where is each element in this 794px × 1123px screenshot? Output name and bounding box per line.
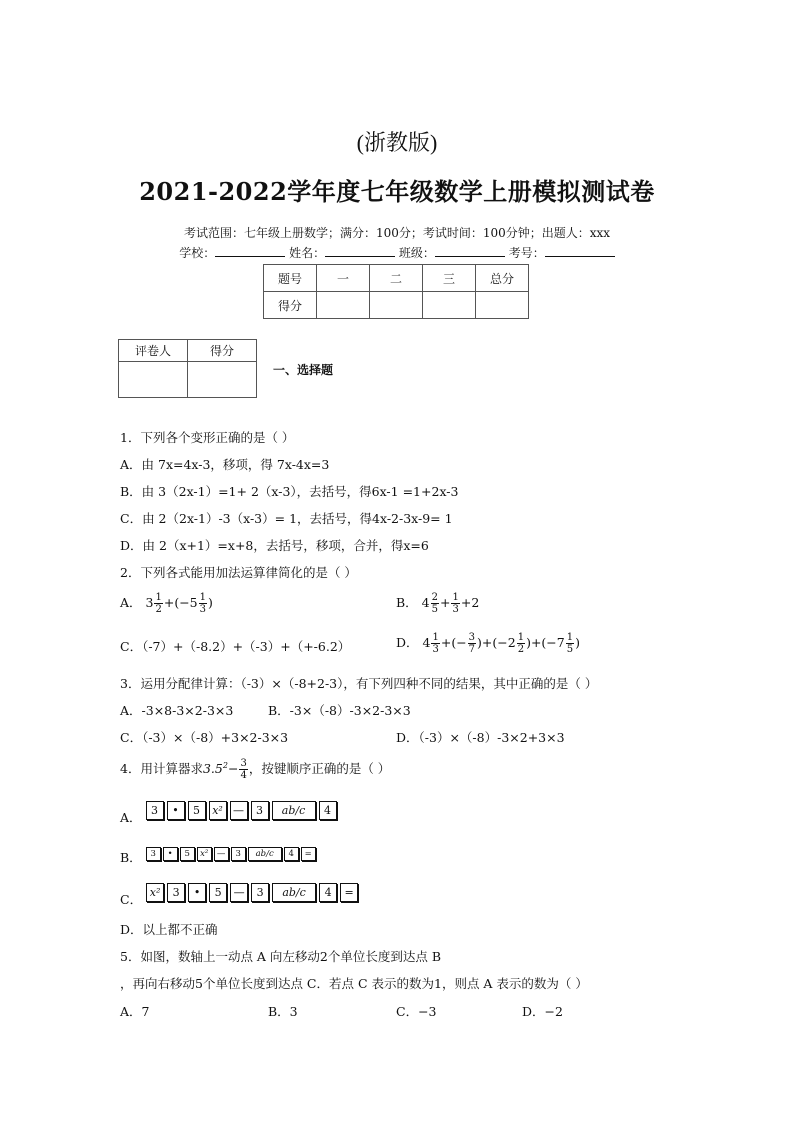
q4-stem (120, 758, 390, 781)
q5-option-c: C．−3 (396, 1004, 437, 1019)
score-header-3: 三 (423, 265, 476, 292)
key-button: x² (209, 801, 227, 820)
score-header-qnum: 题号 (264, 265, 317, 292)
q3-option-d: D．（-3）×（-8）-3×2+3×3 (396, 730, 565, 745)
q5-option-a: A．7 (120, 1004, 150, 1019)
q3-option-c: C．（-3）×（-8）+3×2-3×3 (120, 730, 289, 745)
key-button: 3 (231, 847, 246, 861)
q4-stem-pre: 4．用计算器求 (120, 761, 203, 776)
q5-option-d: D．−2 (522, 1004, 563, 1019)
key-button: — (230, 883, 248, 902)
key-button: 3 (167, 883, 185, 902)
q4-option-a (120, 800, 340, 825)
q4-option-b (120, 842, 318, 865)
score-cell (476, 292, 529, 319)
key-button: — (230, 801, 248, 820)
name-blank (325, 244, 395, 257)
q4-c-label: C． (120, 892, 143, 907)
q4-option-c (120, 882, 361, 907)
exam-number-label: 考号： (508, 246, 545, 260)
q2-b-label: B． (396, 595, 418, 610)
q2-option-b (396, 592, 479, 615)
key-button: 3 (251, 883, 269, 902)
q4-option-d: D．以上都不正确 (120, 922, 218, 937)
key-button: 4 (319, 801, 337, 820)
grader-header: 评卷人 (119, 340, 188, 362)
score-header-total: 总分 (476, 265, 529, 292)
q2-a-expression: 3 $\frac{1}{2}$ +(−5 $\frac{1}{3}$ ) (145, 592, 213, 615)
key-button: • (167, 801, 185, 820)
key-button: x² (197, 847, 212, 861)
score-cell (370, 292, 423, 319)
key-button: 3 (146, 847, 161, 861)
key-button: — (214, 847, 229, 861)
class-label: 班级： (398, 246, 435, 260)
key-button: ab/c (272, 883, 316, 902)
q1-option-b: B．由 3（2x-1）=1+ 2（x-3），去括号，得6x-1 =1+2x-3 (120, 484, 459, 499)
score-cell (317, 292, 370, 319)
edition-label: (浙教版) (356, 130, 438, 155)
key-button: = (340, 883, 358, 902)
q4-b-keys (146, 844, 318, 861)
q3-option-b: B．-3×（-8）-3×2-3×3 (268, 703, 411, 718)
school-label: 学校： (179, 246, 216, 260)
q2-option-c: C．（-7）+（-8.2）+（-3）+（+-6.2） (120, 639, 351, 654)
key-button: 3 (251, 801, 269, 820)
q1-option-a: A．由 7x=4x-3，移项，得 7x-4x=3 (120, 457, 330, 472)
q1-option-d: D．由 2（x+1）=x+8，去括号，移项，合并，得x=6 (120, 538, 429, 553)
key-button: 5 (188, 801, 206, 820)
key-button: • (188, 883, 206, 902)
key-button: ab/c (248, 847, 282, 861)
grader-score-cell (188, 362, 257, 398)
key-button: • (163, 847, 178, 861)
class-blank (435, 244, 505, 257)
q4-a-keys (146, 801, 340, 820)
q2-option-d (396, 632, 580, 655)
q4-stem-post: ，按键顺序正确的是（ ） (248, 761, 391, 776)
key-button: 5 (209, 883, 227, 902)
key-button: = (301, 847, 316, 861)
q5-line2: ，再向右移动5个单位长度到达点 C．若点 C 表示的数为1，则点 A 表示的数为（ ） (120, 976, 588, 991)
score-table (263, 264, 529, 319)
grader-score-header: 得分 (188, 340, 257, 362)
q2-b-expression: 4 $\frac{2}{5}$ + $\frac{1}{3}$ +2 (421, 592, 480, 615)
q4-expression: $3.5^2-$ $\frac{3}{4}$ (202, 758, 247, 781)
q5-option-b: B．3 (268, 1004, 298, 1019)
q2-a-label: A． (120, 595, 142, 610)
q4-a-label: A． (120, 810, 142, 825)
grader-table (118, 339, 257, 398)
student-fields (0, 244, 794, 261)
q1-option-c: C．由 2（2x-1）-3（x-3）= 1，去括号，得4x-2-3x-9= 1 (120, 511, 453, 526)
score-row-label: 得分 (264, 292, 317, 319)
exam-number-blank (545, 244, 615, 257)
key-button: x² (146, 883, 164, 902)
q3-option-a: A．-3×8-3×2-3×3 (120, 703, 234, 718)
name-label: 姓名： (289, 246, 326, 260)
score-header-1: 一 (317, 265, 370, 292)
exam-title: 2021-2022学年度七年级数学上册模拟测试卷 (139, 177, 655, 206)
score-cell (423, 292, 476, 319)
q2-stem: 2．下列各式能用加法运算律简化的是（ ） (120, 565, 357, 580)
q3-stem: 3．运用分配律计算：（-3）×（-8+2-3），有下列四种不同的结果，其中正确的是（ ） (120, 676, 598, 691)
q4-c-keys (146, 883, 361, 902)
grader-cell (119, 362, 188, 398)
section-heading: 一、选择题 (273, 363, 334, 377)
key-button: ab/c (272, 801, 316, 820)
q4-b-label: B． (120, 850, 142, 865)
key-button: 4 (319, 883, 337, 902)
q1-stem: 1．下列各个变形正确的是（ ） (120, 430, 295, 445)
exam-info: 考试范围：七年级上册数学；满分：100分；考试时间：100分钟；出题人：xxx (183, 226, 611, 240)
school-blank (215, 244, 285, 257)
key-button: 5 (180, 847, 195, 861)
q2-option-a (120, 592, 213, 615)
q2-d-expression: 4 $\frac{1}{3}$ +(− $\frac{3}{7}$ )+(−2 $\frac{1}{2}$ )+(−7 $\frac{1}{5}$ ) (422, 632, 580, 655)
key-button: 3 (146, 801, 164, 820)
q5-line1: 5．如图，数轴上一动点 A 向左移动2个单位长度到达点 B (120, 949, 442, 964)
key-button: 4 (284, 847, 299, 861)
score-header-2: 二 (370, 265, 423, 292)
q2-d-label: D． (396, 635, 419, 650)
